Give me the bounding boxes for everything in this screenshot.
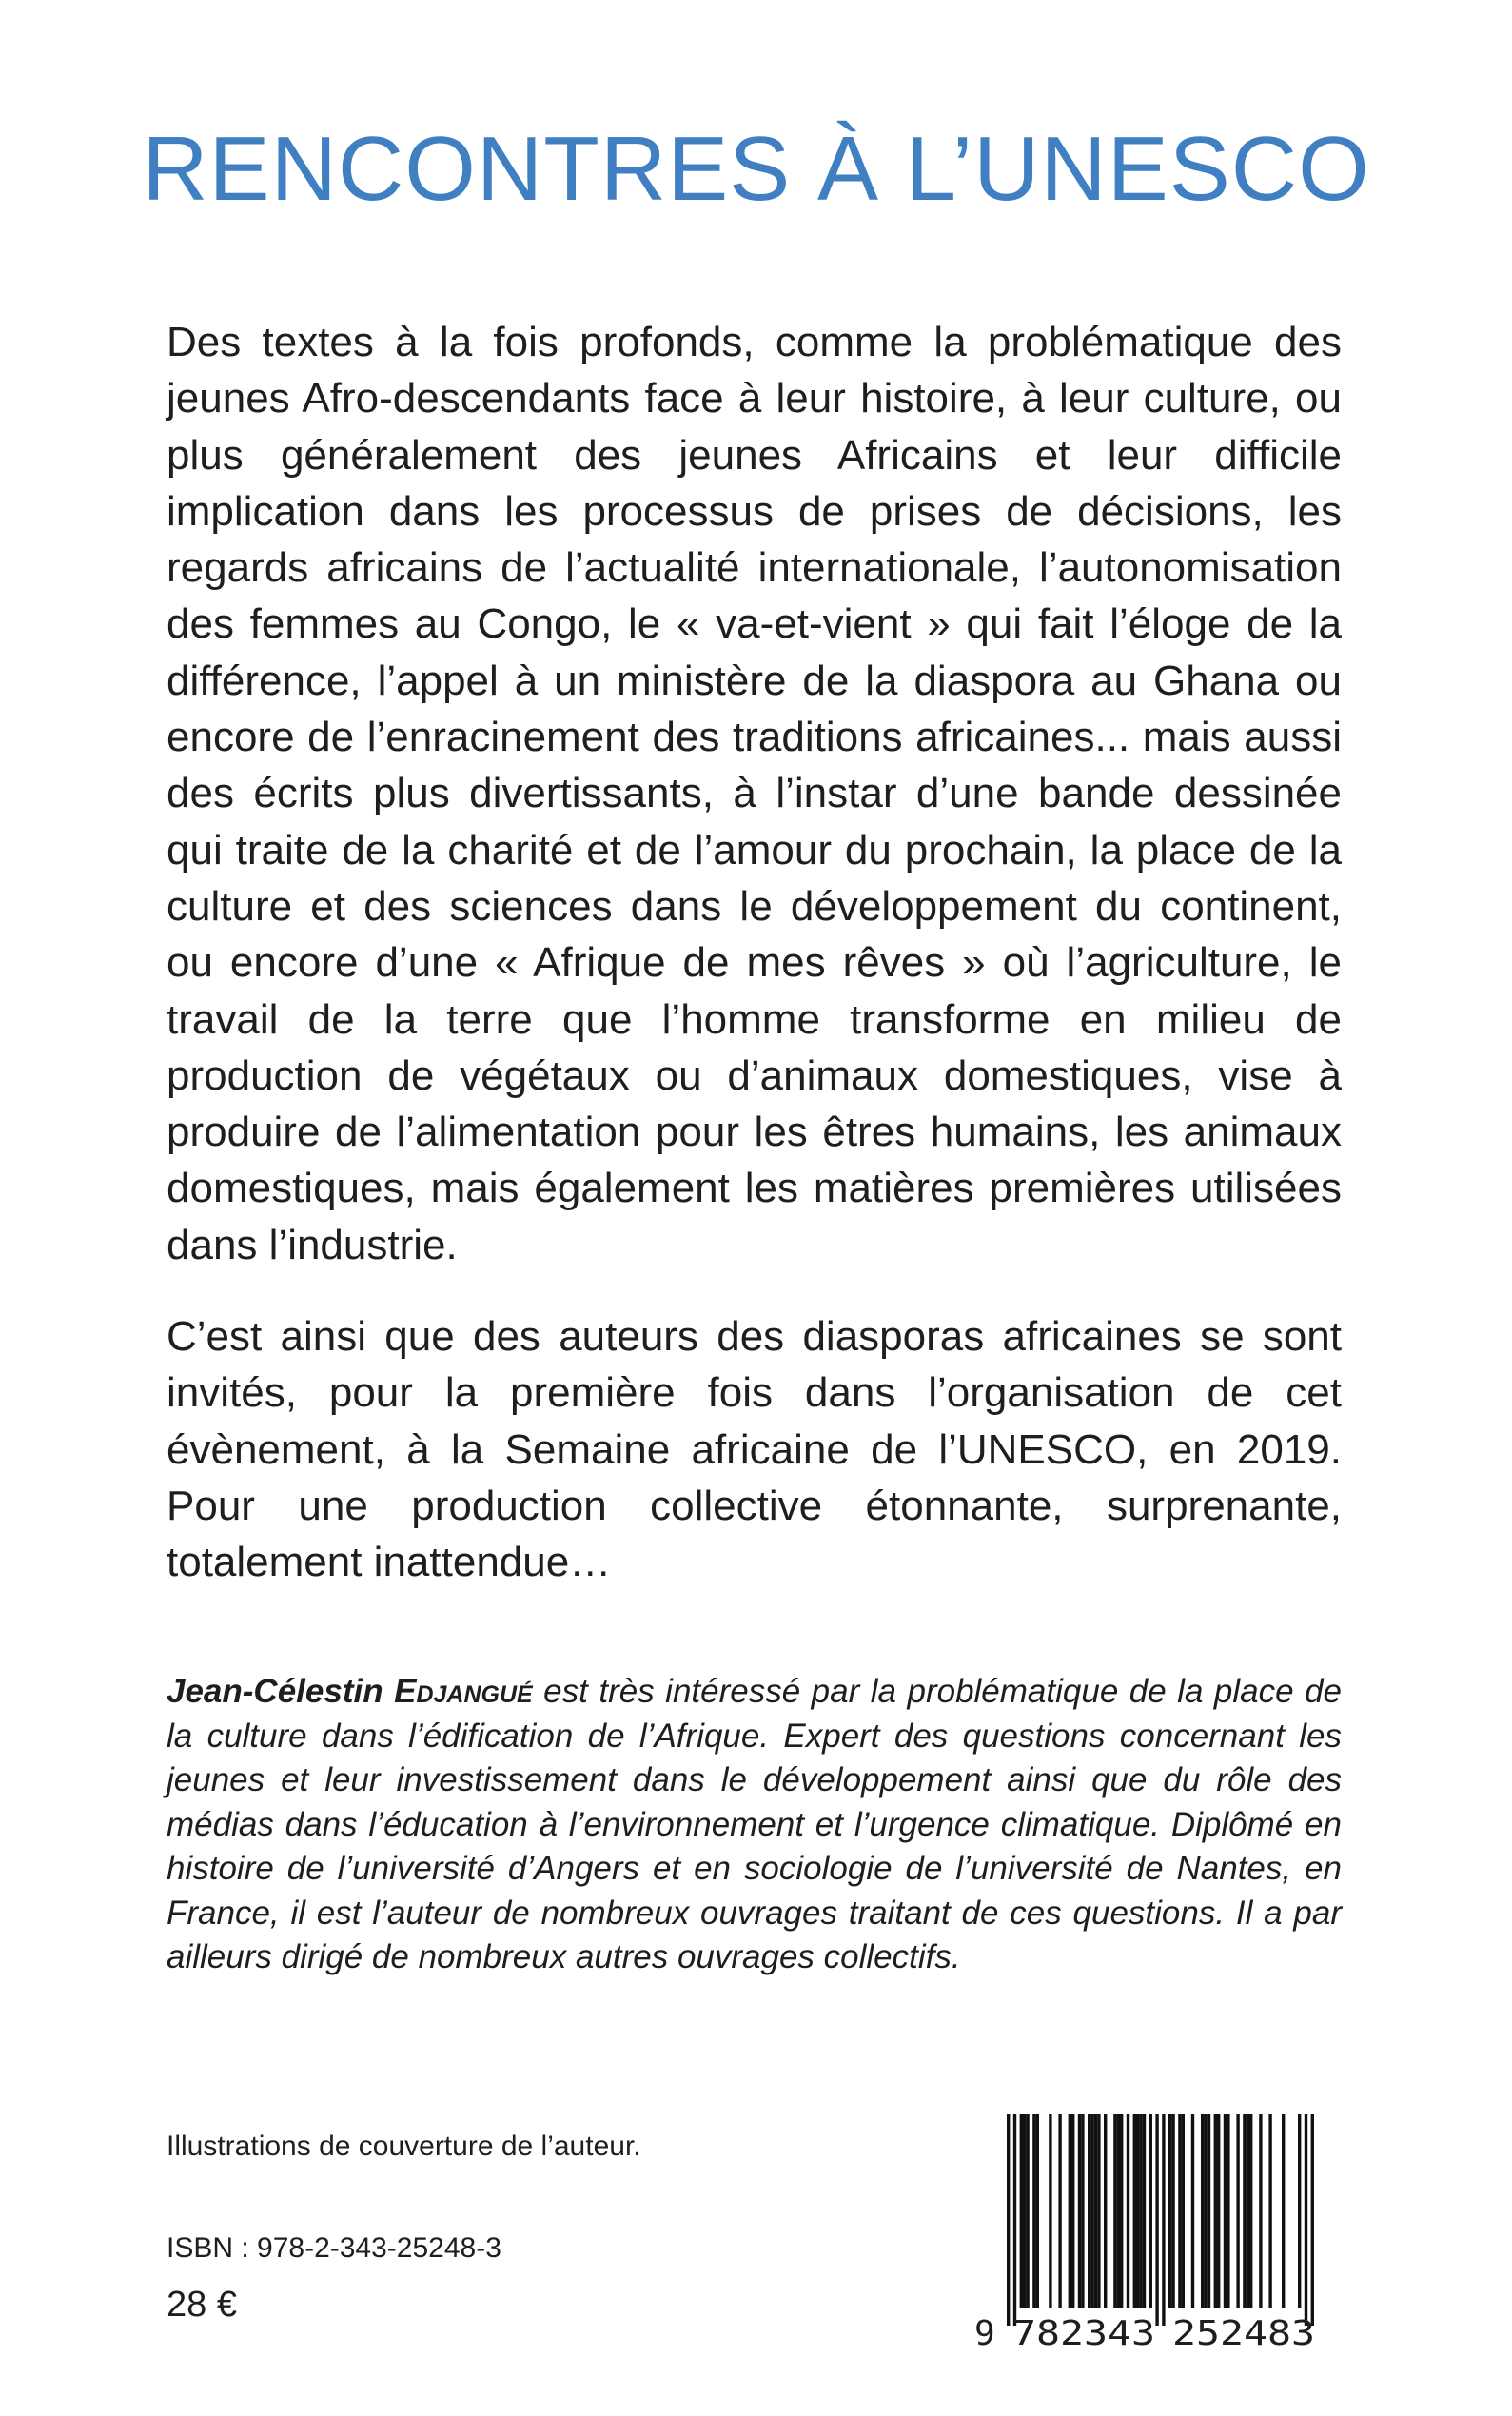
barcode-bar	[1227, 2114, 1229, 2308]
barcode-bar	[1155, 2114, 1158, 2326]
barcode-bar	[1088, 2114, 1090, 2308]
barcode-bar	[1020, 2114, 1023, 2308]
barcode-bar	[1171, 2114, 1174, 2308]
barcode-bar	[1013, 2114, 1016, 2326]
barcode-bar	[1236, 2114, 1239, 2308]
barcode-bar	[1090, 2114, 1093, 2308]
barcode-bar	[1120, 2114, 1123, 2308]
barcode-bar	[1036, 2114, 1039, 2308]
barcode-bar	[1049, 2114, 1051, 2308]
barcode-bar	[1168, 2114, 1171, 2308]
barcode-bar	[1149, 2114, 1152, 2308]
barcode-digits-right: 252483	[1172, 2314, 1315, 2350]
cover-credit: Illustrations de couverture de l’auteur.	[167, 2131, 641, 2162]
barcode-bar	[1259, 2114, 1262, 2308]
barcode-bar	[1104, 2114, 1107, 2308]
barcode-bar	[1191, 2114, 1194, 2308]
barcode-bar	[1217, 2114, 1220, 2308]
barcode-bar	[1136, 2114, 1139, 2308]
author-bio-text: est très intéressé par la problématique de la place de la culture dans l’édification de l’Afrique. Expert des questions concernant les jeunes et leur investissement dans le développement ainsi que du rôle des médias dans l’éducation à l’environnement et l’urgence climatique. Diplômé en histoire de l’université d’Angers et en sociologie de l’université de Nantes, en France, il est l’auteur de nombreux ouvrages traitant de ces questions. Il a par ailleurs dirigé de nombreux autres ouvrages collectifs.	[167, 1673, 1343, 1975]
barcode-bar	[1162, 2114, 1165, 2326]
barcode-bar	[1282, 2114, 1285, 2308]
barcode-bar	[1023, 2114, 1026, 2308]
barcode-bar	[1078, 2114, 1081, 2308]
summary-paragraph-2: C’est ainsi que des auteurs des diasporas africaines se sont invités, pour la première fois dans l’organisation de cet évènement, à la Semaine africaine de l’UNESCO, en 2019. Pour une production collective étonnante, surprenante, totalement inattendue…	[167, 1313, 1342, 1586]
barcode-bar	[1094, 2114, 1097, 2308]
barcode-bar	[1305, 2114, 1307, 2326]
barcode-bar	[1058, 2114, 1061, 2308]
barcode-bar	[1071, 2114, 1074, 2308]
price: 28 €	[167, 2285, 237, 2325]
barcode-bar	[1249, 2114, 1252, 2308]
barcode-bar	[1243, 2114, 1246, 2308]
barcode-bar	[1247, 2114, 1249, 2308]
barcode-bar	[1268, 2114, 1271, 2308]
book-title: RENCONTRES À L’UNESCO	[142, 118, 1370, 220]
barcode-bar	[1032, 2114, 1035, 2308]
barcode-bar	[1204, 2114, 1207, 2308]
barcode-bar	[1143, 2114, 1146, 2308]
barcode-bar	[1178, 2114, 1181, 2308]
barcode-bar	[1117, 2114, 1120, 2308]
barcode-bar	[1097, 2114, 1100, 2308]
barcode-bar	[1182, 2114, 1185, 2308]
isbn: ISBN : 978-2-343-25248-3	[167, 2232, 501, 2264]
barcode-bar	[1026, 2114, 1029, 2308]
barcode-bar	[1069, 2114, 1071, 2308]
barcode-bar	[1224, 2114, 1227, 2308]
barcode-bar	[1113, 2114, 1116, 2308]
barcode-bar	[1081, 2114, 1084, 2308]
barcode-bar	[1298, 2114, 1301, 2308]
author-bio	[167, 1670, 1342, 1980]
barcode-bar	[1133, 2114, 1136, 2308]
barcode-digits-left: 782343	[1012, 2314, 1155, 2350]
barcode-bar	[1311, 2114, 1314, 2326]
barcode-bar	[1139, 2114, 1142, 2308]
barcode-bar	[1208, 2114, 1210, 2308]
barcode-bar	[1201, 2114, 1204, 2308]
barcode	[969, 2111, 1342, 2350]
author-first-name: Jean-Célestin	[167, 1673, 383, 1710]
barcode-bar	[1007, 2114, 1010, 2326]
summary-paragraph-1: Des textes à la fois profonds, comme la problématique des jeunes Afro-descendants face à leur histoire, à leur culture, ou plus généralement des jeunes Africains et leur difficile implication dans les processus de prises de décisions, les regards africains de l’actualité internationale, l’autonomisation des femmes au Congo, le « va-et-vient » qui fait l’éloge de la différence, l’appel à un ministère de la diaspora au Ghana ou encore de l’enracinement des traditions africaines... mais aussi des écrits plus divertissants, à l’instar d’une bande dessinée qui traite de la charité et de l’amour du prochain, la place de la culture et des sciences dans le développement du continent, ou encore d’une « Afrique de mes rêves » où l’agriculture, le travail de la terre que l’homme transforme en milieu de production de végétaux ou d’animaux domestiques, vise à produire de l’alimentation pour les êtres humains, les animaux domestiques, mais également les matières premières utilisées dans l’industrie.	[167, 319, 1342, 1268]
barcode-bar	[1214, 2114, 1217, 2308]
barcode-digit-lead: 9	[974, 2314, 995, 2350]
author-last-name: Edjangué	[394, 1673, 533, 1710]
barcode-bar	[1127, 2114, 1129, 2308]
